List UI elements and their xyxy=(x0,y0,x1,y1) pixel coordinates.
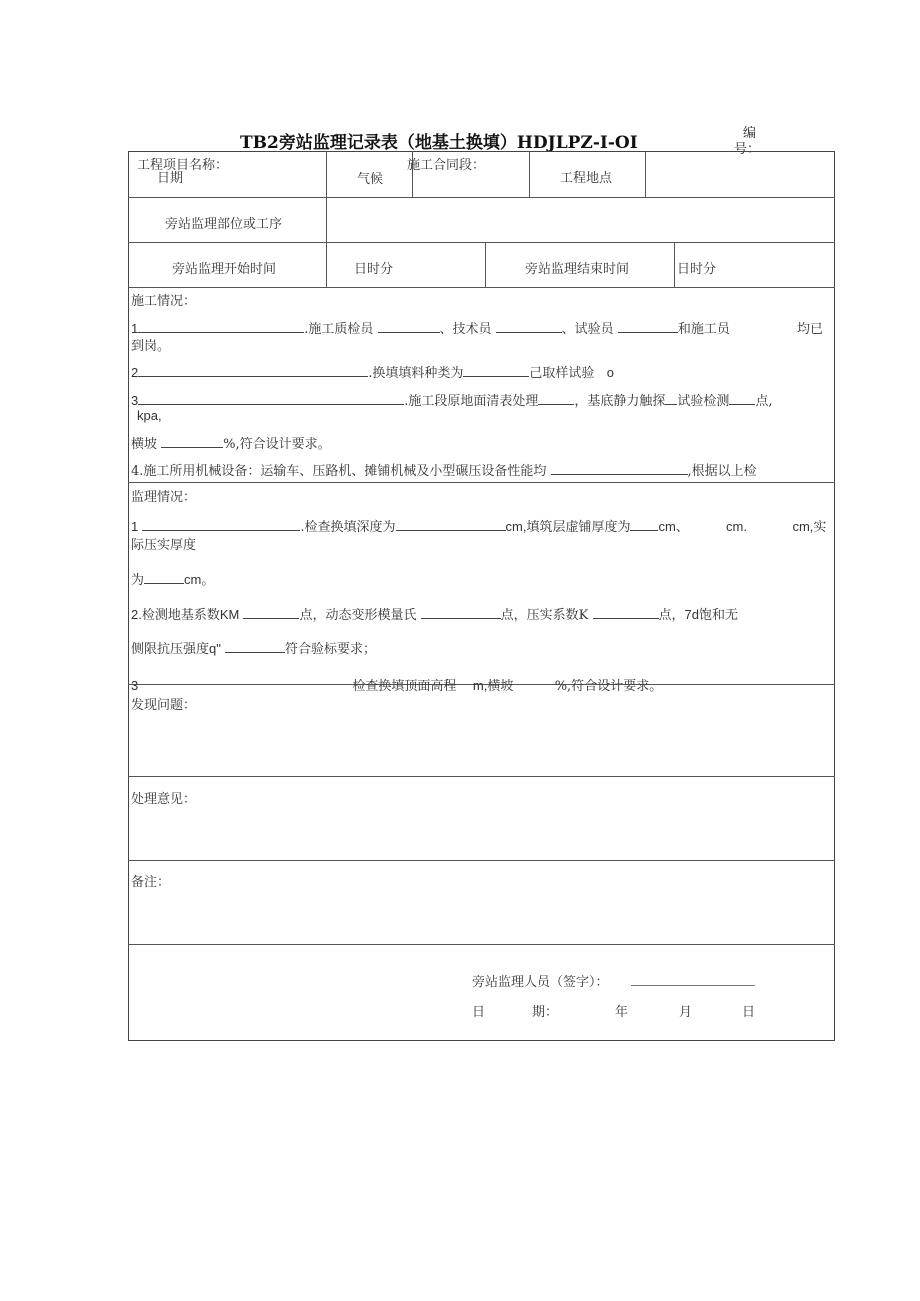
problems-label: 发现问题： xyxy=(131,698,197,713)
construction-item-1-tail: 均已 xyxy=(797,322,824,337)
supervision-item-1: 1 .检查换填深度为 cm,填筑层虚铺厚度为 cm、 cm. cm,实 xyxy=(131,519,827,535)
supervision-item-3: 3 检查换填顶面高程 m,横坡 %,符合设计要求。 xyxy=(131,678,663,694)
location-label: 工程地点 xyxy=(560,171,613,186)
sign-date-label-2: 期： xyxy=(532,1005,559,1020)
row-divider xyxy=(128,482,835,483)
row-divider xyxy=(128,944,835,945)
supervision-item-1-actual: 为 cm。 xyxy=(131,572,215,588)
sign-day: 日 xyxy=(742,1005,756,1020)
column-divider xyxy=(674,242,675,287)
form-title: TB2旁站监理记录表（地基土换填）HDJLPZ-I-OI xyxy=(240,133,638,153)
construction-item-1-cont: 到岗。 xyxy=(131,339,171,354)
column-divider xyxy=(326,151,327,287)
date-label: 日期 xyxy=(157,171,184,186)
construction-item-3-kpa: kpa, xyxy=(137,408,162,423)
row-divider xyxy=(128,776,835,777)
row-divider xyxy=(128,287,835,288)
construction-item-1: 1 .施工质检员 、技术员 、试验员 和施工员 xyxy=(131,321,730,337)
start-time-label: 旁站监理开始时间 xyxy=(172,262,277,277)
construction-item-2: 2 .换填填料种类为 己取样试验 o xyxy=(131,365,615,381)
supervision-part-label: 旁站监理部位或工序 xyxy=(165,217,283,232)
form-code-label: 编号： xyxy=(734,126,761,157)
sign-year: 年 xyxy=(615,1005,629,1020)
supervision-item-1-cont: 际压实厚度 xyxy=(131,538,197,553)
supervision-heading: 监理情况： xyxy=(131,490,197,505)
row-divider xyxy=(128,860,835,861)
project-name-label: 工程项目名称： xyxy=(137,158,229,173)
sign-date-label: 日 xyxy=(472,1005,486,1020)
construction-heading: 施工情况： xyxy=(131,294,197,309)
supervision-item-2: 2.检测地基系数KM 点，动态变形模量氏 点，压实系数K 点，7d饱和无 xyxy=(131,607,738,623)
row-divider xyxy=(128,242,835,243)
column-divider xyxy=(529,151,530,197)
construction-item-3: 3 .施工段原地面清表处理 ，基底静力触探 试验检测 点, xyxy=(131,393,773,409)
supervision-item-3-clip xyxy=(128,669,835,694)
end-time-value: 日时分 xyxy=(677,262,717,277)
weather-label: 气候 xyxy=(357,172,384,187)
record-table xyxy=(128,151,835,1041)
remarks-label: 备注： xyxy=(131,875,171,890)
column-divider xyxy=(645,151,646,197)
contract-section-label: 施工合同段： xyxy=(407,158,486,173)
signature-label: 旁站监理人员（签字）： xyxy=(472,975,609,990)
construction-item-4: 4.施工所用机械设备：运输车、压路机、摊铺机械及小型碾压设备性能均 ,根据以上检 xyxy=(131,464,757,479)
row-divider xyxy=(128,197,835,198)
sign-month: 月 xyxy=(679,1005,693,1020)
construction-item-3-slope: 横坡 %,符合设计要求。 xyxy=(131,437,331,452)
supervision-item-2-cont: 侧限抗压强度q" 符合验标要求； xyxy=(131,641,377,657)
opinion-label: 处理意见： xyxy=(131,792,197,807)
start-time-value: 日时分 xyxy=(354,262,394,277)
column-divider xyxy=(485,242,486,287)
end-time-label: 旁站监理结束时间 xyxy=(525,262,630,277)
signature-line[interactable] xyxy=(631,985,755,986)
